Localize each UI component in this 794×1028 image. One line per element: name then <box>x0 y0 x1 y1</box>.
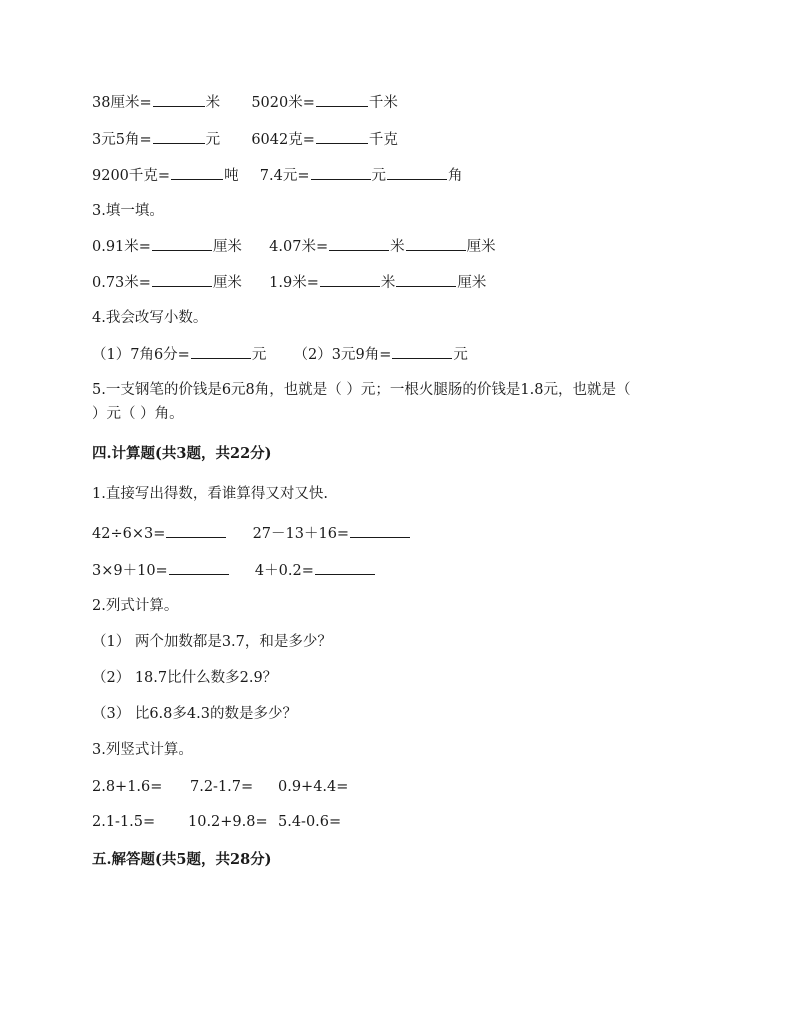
s4-q2-item-3: （3） 比6.8多4.3的数是多少？ <box>92 706 297 722</box>
calc-expression: 10.2+9.8= <box>188 814 268 830</box>
answer-blank[interactable] <box>329 236 389 251</box>
answer-blank[interactable] <box>171 165 223 180</box>
unit-text: 元 <box>371 168 386 184</box>
q3-row-2 <box>92 272 486 293</box>
section-5-heading: 五.解答题(共5题，共28分) <box>92 851 272 868</box>
answer-blank[interactable] <box>169 560 229 575</box>
q4-row <box>92 344 468 365</box>
unit-text: 元 <box>251 347 267 363</box>
s4-q3-row-2 <box>92 812 341 832</box>
s4-q3-title: 3.列竖式计算。 <box>92 742 193 758</box>
unit-text: 千米 <box>368 95 398 111</box>
unit-text: 米 <box>390 239 405 255</box>
unit-text: 元 <box>453 347 468 363</box>
conversion-row-3 <box>92 165 463 186</box>
unit-text: 米 <box>205 95 221 111</box>
conversion-left-text: 38厘米= <box>92 95 152 111</box>
question-5-line-1: 5.一支钢笔的价钱是6元8角，也就是（ ）元；一根火腿肠的价钱是1.8元，也就是（ <box>92 382 631 398</box>
unit-text: 吨 <box>224 168 239 184</box>
answer-blank[interactable] <box>191 344 251 359</box>
q3-left-text: 0.91米= <box>92 239 151 255</box>
s4-q1-title: 1.直接写出得数，看谁算得又对又快. <box>92 486 328 502</box>
q3-right-text: 4.07米= <box>269 239 329 255</box>
q3-row-1 <box>92 236 496 257</box>
question-3-title: 3.填一填。 <box>92 203 164 219</box>
answer-blank[interactable] <box>350 523 410 538</box>
q4-item-1: （1）7角6分= <box>92 347 190 363</box>
unit-text: 厘米 <box>212 275 242 291</box>
calc-expression: 27－13＋16= <box>252 526 350 542</box>
answer-blank[interactable] <box>166 523 226 538</box>
calc-expression: 2.1-1.5= <box>92 814 156 830</box>
conversion-right-text: 6042克= <box>251 132 315 148</box>
unit-text: 角 <box>448 168 463 184</box>
answer-blank[interactable] <box>396 272 456 287</box>
answer-blank[interactable] <box>406 236 466 251</box>
unit-text: 千克 <box>368 132 398 148</box>
conversion-row-1 <box>92 92 398 113</box>
calc-expression: 7.2-1.7= <box>190 779 254 795</box>
unit-text: 元 <box>205 132 221 148</box>
answer-blank[interactable] <box>311 165 371 180</box>
calc-expression: 4＋0.2= <box>254 563 314 579</box>
answer-blank[interactable] <box>315 560 375 575</box>
calc-expression: 2.8+1.6= <box>92 779 163 795</box>
question-4-title: 4.我会改写小数。 <box>92 310 208 326</box>
answer-blank[interactable] <box>153 129 205 144</box>
calc-expression: 3×9＋10= <box>92 563 168 579</box>
s4-q1-row-1 <box>92 523 411 544</box>
unit-text: 米 <box>380 275 396 291</box>
s4-q2-item-1: （1） 两个加数都是3.7，和是多少？ <box>92 634 332 650</box>
unit-text: 厘米 <box>466 239 496 255</box>
answer-blank[interactable] <box>316 92 368 107</box>
answer-blank[interactable] <box>152 272 212 287</box>
q4-item-2: （2）3元9角= <box>293 347 392 363</box>
conversion-left-text: 9200千克= <box>92 168 171 184</box>
answer-blank[interactable] <box>392 344 452 359</box>
s4-q2-title: 2.列式计算。 <box>92 598 179 614</box>
conversion-right-text: 7.4元= <box>259 168 310 184</box>
calc-expression: 5.4-0.6= <box>278 814 342 830</box>
s4-q1-row-2 <box>92 560 376 581</box>
q3-right-text: 1.9米= <box>269 275 319 291</box>
question-5-line-2: ）元（ ）角。 <box>92 406 184 422</box>
calc-expression: 42÷6×3= <box>92 526 166 542</box>
section-4-heading: 四.计算题(共3题，共22分) <box>92 445 272 462</box>
unit-text: 厘米 <box>457 275 487 291</box>
answer-blank[interactable] <box>316 129 368 144</box>
s4-q2-item-2: （2） 18.7比什么数多2.9？ <box>92 670 278 686</box>
unit-text: 厘米 <box>212 239 242 255</box>
answer-blank[interactable] <box>152 236 212 251</box>
answer-blank[interactable] <box>320 272 380 287</box>
answer-blank[interactable] <box>153 92 205 107</box>
s4-q3-row-1 <box>92 777 348 797</box>
q3-left-text: 0.73米= <box>92 275 151 291</box>
conversion-left-text: 3元5角= <box>92 132 152 148</box>
conversion-row-2 <box>92 129 398 150</box>
answer-blank[interactable] <box>387 165 447 180</box>
calc-expression: 0.9+4.4= <box>278 779 349 795</box>
conversion-right-text: 5020米= <box>251 95 315 111</box>
